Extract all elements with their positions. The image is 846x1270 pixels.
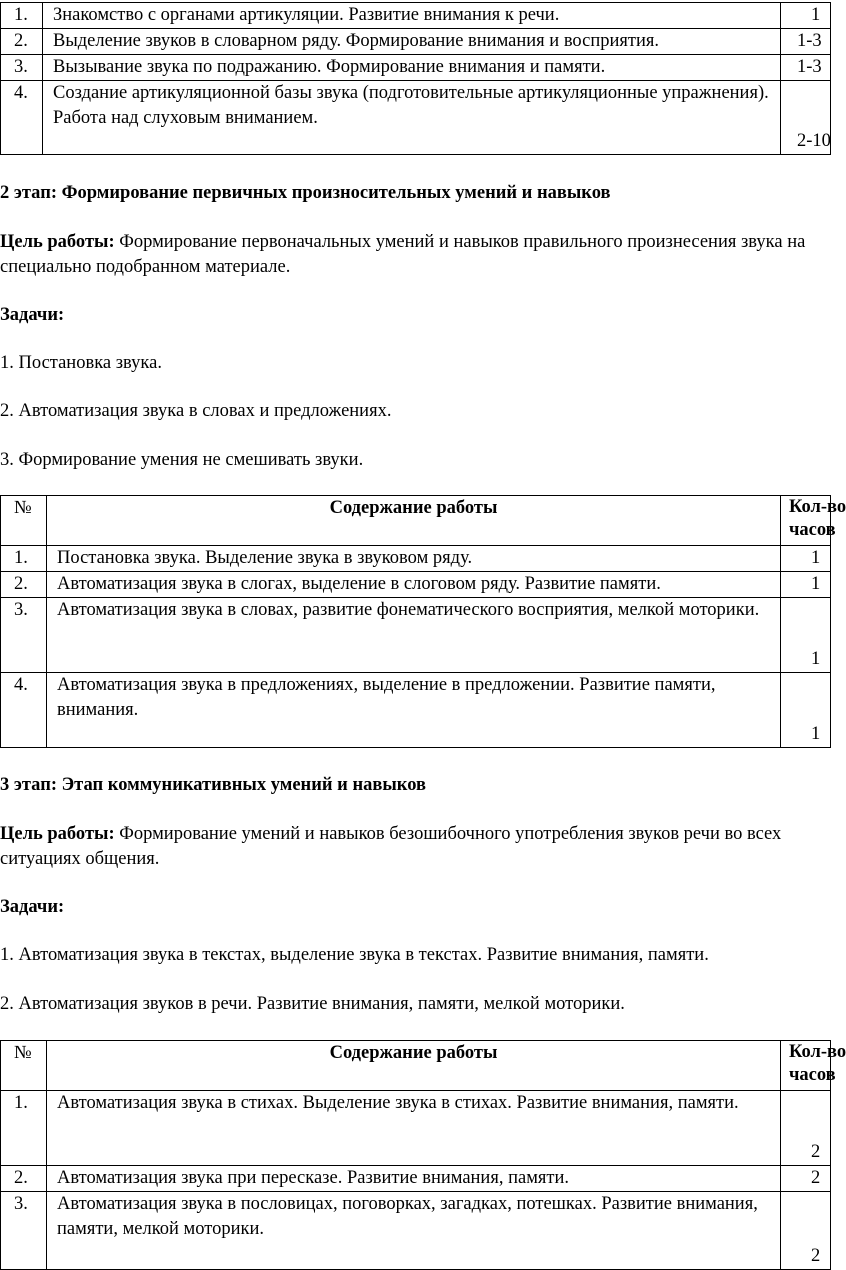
table-header-row (1, 496, 831, 546)
row-content: Автоматизация звука в слогах, выделение в слоговом ряду. Развитие памяти. (47, 572, 781, 598)
stage3-goal (0, 822, 816, 872)
row-hours: 1 (781, 546, 831, 572)
table-row (1, 572, 831, 598)
row-number: 1. (1, 3, 43, 29)
row-number: 2. (1, 29, 43, 55)
row-hours: 2 (781, 1166, 831, 1192)
row-number: 3. (1, 598, 47, 673)
row-hours: 1-3 (781, 29, 831, 55)
row-content: Автоматизация звука в стихах. Выделение звука в стихах. Развитие внимания, памяти. (47, 1091, 781, 1166)
header-content: Содержание работы (47, 496, 781, 546)
row-content: Автоматизация звука в пословицах, поговорках, загадках, потешках. Развитие внимания, памяти, мелкой моторики. (47, 1192, 781, 1270)
row-number: 3. (1, 55, 43, 81)
row-content: Постановка звука. Выделение звука в звуковом ряду. (47, 546, 781, 572)
table-header-row (1, 1041, 831, 1091)
table-row (1, 1166, 831, 1192)
row-number: 4. (1, 673, 47, 748)
stage3-heading: 3 этап: Этап коммуникативных умений и навыков (0, 775, 426, 795)
row-content: Автоматизация звука в словах, развитие фонематического восприятия, мелкой моторики. (47, 598, 781, 673)
stage2-heading: 2 этап: Формирование первичных произносительных умений и навыков (0, 183, 611, 203)
row-number: 1. (1, 1091, 47, 1166)
row-hours: 1 (781, 598, 831, 673)
row-content: Знакомство с органами артикуляции. Развитие внимания к речи. (43, 3, 781, 29)
row-hours: 1 (781, 3, 831, 29)
table-row (1, 546, 831, 572)
goal-label: Цель работы: (0, 824, 115, 844)
row-content: Вызывание звука по подражанию. Формирование внимания и памяти. (43, 55, 781, 81)
table-row (1, 598, 831, 673)
row-number: 4. (1, 81, 43, 155)
stage3-tasks-label: Задачи: (0, 897, 65, 917)
header-hours: Кол-во часов (781, 496, 831, 546)
row-content: Автоматизация звука в предложениях, выделение в предложении. Развитие памяти, внимания. (47, 673, 781, 748)
table-row (1, 81, 831, 155)
stage2-task: 2. Автоматизация звука в словах и предложениях. (0, 401, 392, 421)
goal-label: Цель работы: (0, 232, 115, 252)
row-hours: 2 (781, 1192, 831, 1270)
row-content: Создание артикуляционной базы звука (подготовительные артикуляционные упражнения). Работа над слуховым вниманием. (43, 81, 781, 155)
table-row (1, 673, 831, 748)
header-number: № (1, 1041, 47, 1091)
stage2-tasks-label: Задачи: (0, 305, 65, 325)
stage2-task: 3. Формирование умения не смешивать звуки. (0, 450, 364, 470)
row-hours: 2 (781, 1091, 831, 1166)
table-row (1, 1091, 831, 1166)
stage3-task: 1. Автоматизация звука в текстах, выделение звука в текстах. Развитие внимания, памяти. (0, 945, 709, 965)
table-row (1, 1192, 831, 1270)
row-hours: 1 (781, 572, 831, 598)
table-row (1, 29, 831, 55)
row-number: 2. (1, 1166, 47, 1192)
row-hours: 1-3 (781, 55, 831, 81)
header-hours: Кол-во часов (781, 1041, 831, 1091)
table-row (1, 55, 831, 81)
row-content: Автоматизация звука при пересказе. Развитие внимания, памяти. (47, 1166, 781, 1192)
table-row (1, 3, 831, 29)
goal-text: Формирование умений и навыков безошибочного употребления звуков речи во всех ситуациях общения. (0, 824, 782, 869)
row-number: 3. (1, 1192, 47, 1270)
goal-text: Формирование первоначальных умений и навыков правильного произнесения звука на специально подобранном материале. (0, 232, 806, 277)
row-hours: 2-10 (781, 81, 831, 155)
stage2-table (0, 495, 846, 748)
stage1-table (0, 2, 831, 155)
row-number: 1. (1, 546, 47, 572)
header-content: Содержание работы (47, 1041, 781, 1091)
row-hours: 1 (781, 673, 831, 748)
stage3-task: 2. Автоматизация звуков в речи. Развитие внимания, памяти, мелкой моторики. (0, 994, 625, 1014)
header-number: № (1, 496, 47, 546)
row-number: 2. (1, 572, 47, 598)
stage2-task: 1. Постановка звука. (0, 353, 162, 373)
stage2-goal (0, 230, 816, 280)
stage3-table (0, 1040, 846, 1270)
row-content: Выделение звуков в словарном ряду. Формирование внимания и восприятия. (43, 29, 781, 55)
